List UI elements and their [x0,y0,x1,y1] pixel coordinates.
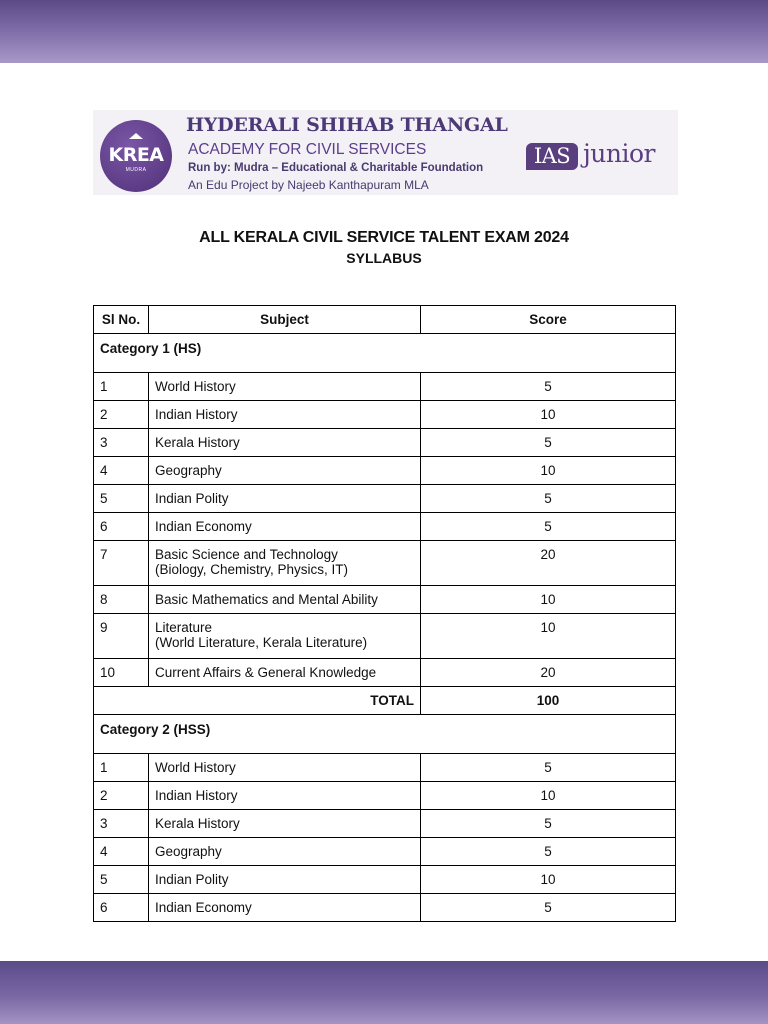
subject-cell: Indian Economy [149,894,421,922]
syllabus-table [93,305,676,922]
score-cell: 10 [421,401,676,429]
subject-cell: Indian History [149,782,421,810]
header-subject: Subject [149,306,421,334]
krea-logo [100,120,172,192]
subject-cell: Basic Mathematics and Mental Ability [149,586,421,614]
table-row [94,894,676,922]
subject-cell [149,541,421,586]
sl-cell: 1 [94,754,149,782]
sl-cell: 9 [94,614,149,659]
score-cell: 5 [421,513,676,541]
score-cell: 5 [421,429,676,457]
logo-subtext: MUDRA [125,167,147,173]
sl-cell: 6 [94,513,149,541]
sl-cell: 3 [94,810,149,838]
table-row [94,659,676,687]
subject-cell: Indian Polity [149,485,421,513]
subject-cell: Kerala History [149,810,421,838]
table-row [94,866,676,894]
table-row [94,810,676,838]
subject-name: Basic Science and Technology [155,547,338,562]
subject-cell: World History [149,754,421,782]
score-cell: 10 [421,866,676,894]
score-cell: 5 [421,754,676,782]
score-cell: 5 [421,373,676,401]
sl-cell: 3 [94,429,149,457]
table-row [94,586,676,614]
table-row [94,513,676,541]
table-row [94,614,676,659]
score-cell: 5 [421,810,676,838]
graduation-cap-icon [129,133,143,139]
subject-cell [149,614,421,659]
sl-cell: 4 [94,838,149,866]
document-subtitle: SYLLABUS [346,250,422,266]
top-decorative-band [0,0,768,63]
sl-cell: 6 [94,894,149,922]
subject-cell: Indian Polity [149,866,421,894]
score-cell: 10 [421,614,676,659]
run-by-line: Run by: Mudra – Educational & Charitable Foundation [188,162,484,174]
table-row [94,401,676,429]
subject-cell: World History [149,373,421,401]
document-title: ALL KERALA CIVIL SERVICE TALENT EXAM 2024 [199,229,569,246]
academy-type: ACADEMY FOR CIVIL SERVICES [188,141,427,158]
category-label: Category 2 (HSS) [94,715,676,754]
category-row [94,334,676,373]
score-cell: 20 [421,659,676,687]
score-cell: 5 [421,838,676,866]
total-score: 100 [421,687,676,715]
subject-detail: (Biology, Chemistry, Physics, IT) [155,562,349,577]
header-score: Score [421,306,676,334]
table-row [94,457,676,485]
subject-cell: Kerala History [149,429,421,457]
table-row [94,754,676,782]
sl-cell: 8 [94,586,149,614]
subject-cell: Geography [149,838,421,866]
score-cell: 10 [421,586,676,614]
ias-junior-logo-box: IAS [526,143,578,170]
score-cell: 5 [421,894,676,922]
sl-cell: 1 [94,373,149,401]
header-sl-no: Sl No. [94,306,149,334]
score-cell: 20 [421,541,676,586]
sl-cell: 2 [94,782,149,810]
total-row [94,687,676,715]
academy-header [93,110,678,195]
subject-detail: (World Literature, Kerala Literature) [155,635,368,650]
sl-cell: 4 [94,457,149,485]
table-row [94,838,676,866]
sl-cell: 2 [94,401,149,429]
table-row [94,429,676,457]
subject-cell: Indian History [149,401,421,429]
edu-project-line: An Edu Project by Najeeb Kanthapuram MLA [188,178,429,192]
score-cell: 10 [421,782,676,810]
subject-name: Literature [155,620,213,635]
category-row [94,715,676,754]
sl-cell: 7 [94,541,149,586]
score-cell: 5 [421,485,676,513]
sl-cell: 5 [94,866,149,894]
table-row [94,782,676,810]
sl-cell: 5 [94,485,149,513]
logo-text: KREA [108,144,164,166]
table-header-row [94,306,676,334]
academy-name: HYDERALI SHIHAB THANGAL [186,114,508,136]
total-label: TOTAL [94,687,421,715]
ias-junior-logo-word: junior [583,139,655,168]
category-label: Category 1 (HS) [94,334,676,373]
sl-cell: 10 [94,659,149,687]
table-row [94,373,676,401]
table-row [94,541,676,586]
bottom-decorative-band [0,961,768,1024]
subject-cell: Indian Economy [149,513,421,541]
subject-cell: Geography [149,457,421,485]
subject-cell: Current Affairs & General Knowledge [149,659,421,687]
score-cell: 10 [421,457,676,485]
table-row [94,485,676,513]
